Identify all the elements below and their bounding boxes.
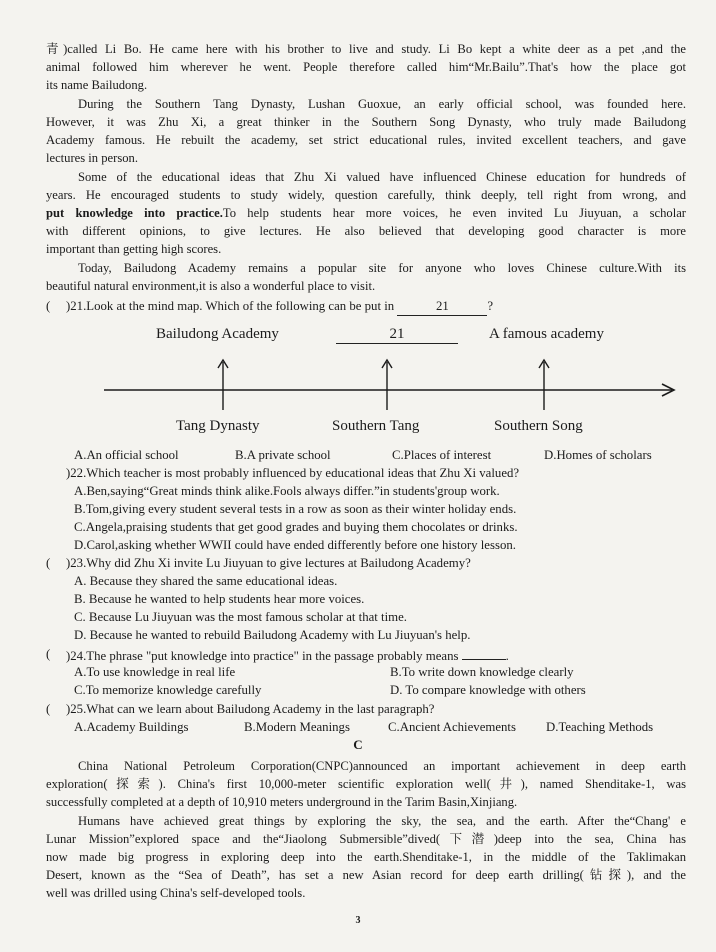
passage-b-p0-line-1: 青)called Li Bo. He came here with his brother to live and study. Li Bo kept a white deer as a pet ,and the xyxy=(46,42,686,56)
passage-b-p0-line-3: its name Bailudong. xyxy=(46,78,148,92)
question-21-blank[interactable]: 21 xyxy=(397,297,487,316)
passage-b-p1-line-2: However, it was Zhu Xi, a great thinker in the Southern Song Dynasty, who truly made Bailudong xyxy=(46,115,686,129)
question-22 xyxy=(66,464,519,482)
bracket-open: ( xyxy=(46,556,51,570)
passage-b-p1-line-1: During the Southern Tang Dynasty, Lushan Guoxue, an early official school, was founded here. xyxy=(78,97,686,111)
mindmap-node-famous-academy: A famous academy xyxy=(489,326,604,342)
passage-b-p1-line-4: lectures in person. xyxy=(46,151,138,165)
q24-option-a[interactable]: A.To use knowledge in real life xyxy=(74,665,236,679)
passage-b-p2-line-5: important than getting high scores. xyxy=(46,242,222,256)
key-phrase: put knowledge into practice. xyxy=(46,206,223,220)
passage-c-heading: C xyxy=(353,737,363,752)
q21-option-b[interactable]: B.A private school xyxy=(235,448,331,462)
answer-bracket-23[interactable] xyxy=(46,554,50,572)
answer-bracket-24[interactable] xyxy=(46,645,50,663)
bracket-close: ) xyxy=(66,299,71,313)
answer-bracket-25[interactable] xyxy=(46,700,50,718)
bracket-open: ( xyxy=(46,647,51,661)
passage-b-p3-line-2: beautiful natural environment,it is also a wonderful place to visit. xyxy=(46,279,376,293)
q23-option-b[interactable]: B. Because he wanted to help students hear more voices. xyxy=(74,592,365,606)
mindmap-node-blank-21[interactable]: 21 xyxy=(336,326,458,344)
q22-option-b[interactable]: B.Tom,giving every student several tests in a row as soon as their winter holiday ends. xyxy=(74,502,517,516)
question-21-end: ? xyxy=(487,299,494,313)
q25-option-d[interactable]: D.Teaching Methods xyxy=(546,720,654,734)
question-22-stem: 22.Which teacher is most probably influenced by educational ideas that Zhu Xi valued? xyxy=(70,466,520,480)
mindmap-label-southern-tang: Southern Tang xyxy=(332,418,420,434)
q22-option-c[interactable]: C.Angela,praising students that get good grades and buying them chocolates or drinks. xyxy=(74,520,518,534)
passage-b-p2-line-3-rest: To help students hear more voices, he even invited Lu Jiuyuan, a scholar xyxy=(222,206,686,220)
question-21-stem: 21.Look at the mind map. Which of the following can be put in xyxy=(70,299,395,313)
mindmap-node-bailudong: Bailudong Academy xyxy=(156,326,279,342)
bracket-open: ( xyxy=(46,702,51,716)
passage-b-p2-line-2: years. He encouraged students to study widely, question carefully, think deeply, tell right from wrong, and xyxy=(46,188,686,202)
passage-c-p1-line-3: successfully completed at a depth of 10,910 meters underground in the Tarim Basin,Xinjiang. xyxy=(46,795,518,809)
passage-c-p2-line-5: well was drilled using China's self-developed tools. xyxy=(46,886,306,900)
passage-c-p2-line-4: Desert, known as the “Sea of Death”, has set a new Asian record for deep earth drilling(钻探), and the xyxy=(46,868,686,882)
passage-b-p1-line-3: Academy famous. He rebuilt the academy, set strict educational rules, invited excellent teachers, and gave xyxy=(46,133,686,147)
passage-c-p2-line-2: Lunar Mission”explored space and the“Jiaolong Submersible”dived(下潜)deep into the sea, China has xyxy=(46,832,686,846)
question-24 xyxy=(66,645,509,665)
passage-b-p3-line-1: Today, Bailudong Academy remains a popular site for anyone who loves Chinese culture.With its xyxy=(78,261,686,275)
q24-option-d[interactable]: D. To compare knowledge with others xyxy=(390,683,586,697)
bracket-close: ) xyxy=(66,702,71,716)
q21-option-c[interactable]: C.Places of interest xyxy=(392,448,492,462)
passage-c-p2-line-1: Humans have achieved great things by exploring the sky, the sea, and the earth. After the“Chang' e xyxy=(78,814,686,828)
q21-option-d[interactable]: D.Homes of scholars xyxy=(544,448,652,462)
q22-option-d[interactable]: D.Carol,asking whether WWII could have ended differently before one history lesson. xyxy=(74,538,516,552)
question-24-blank[interactable] xyxy=(462,645,506,660)
q23-option-c[interactable]: C. Because Lu Jiuyuan was the most famous scholar at that time. xyxy=(74,610,408,624)
q24-option-c[interactable]: C.To memorize knowledge carefully xyxy=(74,683,262,697)
bracket-close: ) xyxy=(66,649,71,663)
q23-option-a[interactable]: A. Because they shared the same educational ideas. xyxy=(74,574,338,588)
bracket-open: ( xyxy=(46,299,51,313)
q25-option-a[interactable]: A.Academy Buildings xyxy=(74,720,189,734)
page-number: 3 xyxy=(355,915,361,926)
q24-option-b[interactable]: B.To write down knowledge clearly xyxy=(390,665,574,679)
q25-option-b[interactable]: B.Modern Meanings xyxy=(244,720,350,734)
question-25 xyxy=(66,700,435,718)
passage-c-p1-line-2: exploration(探索). China's first 10,000-meter scientific exploration well(井), named Shenditake-1, was xyxy=(46,777,686,791)
question-23 xyxy=(66,554,471,572)
passage-c-p2-line-3: now made big progress in exploring deep into the earth.Shenditake-1, in the middle of the Taklimakan xyxy=(46,850,686,864)
mindmap-label-tang: Tang Dynasty xyxy=(176,418,260,434)
question-25-stem: 25.What can we learn about Bailudong Academy in the last paragraph? xyxy=(70,702,435,716)
mindmap-diagram xyxy=(0,0,716,450)
bracket-close: ) xyxy=(66,556,71,570)
question-23-stem: 23.Why did Zhu Xi invite Lu Jiuyuan to give lectures at Bailudong Academy? xyxy=(70,556,471,570)
q23-option-d[interactable]: D. Because he wanted to rebuild Bailudong Academy with Lu Jiuyuan's help. xyxy=(74,628,471,642)
passage-b-p2-line-1: Some of the educational ideas that Zhu Xi valued have influenced Chinese education for hundreds of xyxy=(78,170,686,184)
question-24-end: . xyxy=(505,649,509,663)
q21-option-a[interactable]: A.An official school xyxy=(74,448,179,462)
q22-option-a[interactable]: A.Ben,saying“Great minds think alike.Fools always differ.”in students'group work. xyxy=(74,484,500,498)
q25-option-c[interactable]: C.Ancient Achievements xyxy=(388,720,516,734)
bracket-close: ) xyxy=(66,466,71,480)
mindmap-label-southern-song: Southern Song xyxy=(494,418,583,434)
question-24-stem: 24.The phrase "put knowledge into practice" in the passage probably means xyxy=(70,649,459,663)
passage-b-p2-line-4: with different opinions, to give lectures. He also believed that developing good character is more xyxy=(46,224,686,238)
passage-c-p1-line-1: China National Petroleum Corporation(CNPC)announced an important achievement in deep earth xyxy=(78,759,686,773)
passage-b-p0-line-2: animal followed him wherever he went. People therefore called him“Mr.Bailu”.That's how the place got xyxy=(46,60,686,74)
